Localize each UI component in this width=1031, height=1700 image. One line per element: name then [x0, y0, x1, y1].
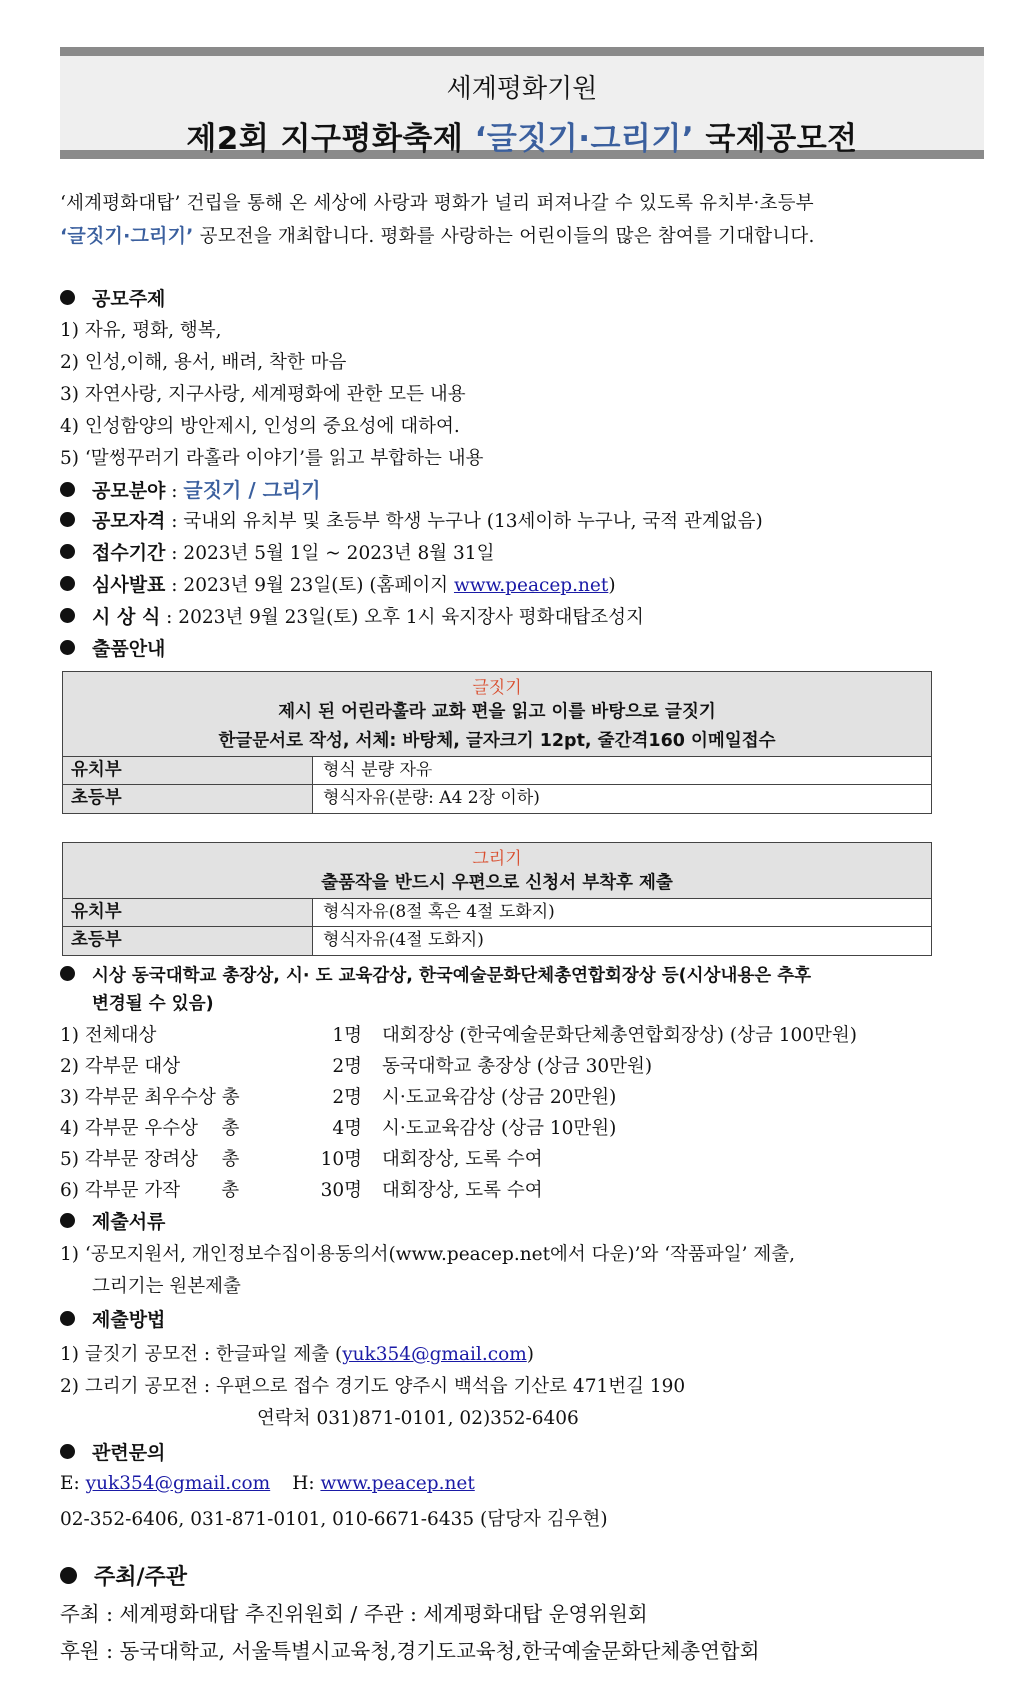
table-row: 초등부 형식자유(분량: A4 2장 이하): [63, 785, 931, 813]
theme-item: 2) 인성,이해, 용서, 배려, 착한 마음: [60, 352, 347, 373]
documents-line-1: 1) ‘공모지원서, 개인정보수집이용동의서(www.peacep.net에서 다운)’와 ‘작품파일’ 제출,: [60, 1244, 795, 1265]
bullet-icon: [60, 1567, 77, 1584]
email-link[interactable]: yuk354@gmail.com: [342, 1344, 527, 1365]
announce-row: 심사발표 : 2023년 9월 23일(토) (홈페이지 www.peacep.net): [60, 570, 616, 597]
awards-heading: 시상 동국대학교 총장상, 시· 도 교육감상, 한국예술문화단체총연합회장상 등(시상내용은 추후: [60, 962, 811, 987]
contact-heading: 관련문의: [60, 1438, 165, 1465]
award-item: 3) 각부문 최우수상 총 2명 시·도교육감상 (상금 20만원): [60, 1087, 617, 1108]
method-line-3: 연락처 031)871-0101, 02)352-6406: [257, 1408, 579, 1429]
title-banner: [60, 47, 984, 159]
field-value: 글짓기 / 그리기: [183, 478, 321, 502]
award-item: 4) 각부문 우수상 총 4명 시·도교육감상 (상금 10만원): [60, 1118, 617, 1139]
theme-heading: 공모주제: [60, 284, 165, 311]
bullet-icon: [60, 640, 75, 655]
intro-line-1: ‘세계평화대탑’ 건립을 통해 온 세상에 사랑과 평화가 널리 퍼져나갈 수 있도록 유치부·초등부: [60, 193, 814, 214]
theme-item: 5) ‘말썽꾸러기 라홀라 이야기’를 읽고 부합하는 내용: [60, 448, 484, 469]
writing-table-header: [63, 672, 931, 757]
field-row: 공모분야 : 글짓기 / 그리기: [60, 474, 321, 503]
bullet-icon: [60, 544, 75, 559]
host-heading: 주최/주관: [60, 1560, 187, 1591]
drawing-desc-1: 출품작을 반드시 우편으로 신청서 부착후 제출: [321, 873, 673, 893]
eligibility-row: 공모자격 : 국내외 유치부 및 초등부 학생 누구나 (13세이하 누구나, 국적 관계없음): [60, 506, 763, 533]
table-row: 유치부 형식 분량 자유: [63, 757, 931, 785]
intro-line-2-text: 공모전을 개최합니다. 평화를 사랑하는 어린이들의 많은 참여를 기대합니다.: [193, 226, 815, 247]
guide-heading: 출품안내: [60, 634, 165, 661]
bullet-icon: [60, 1213, 75, 1228]
host-line-1: 주최 : 세계평화대탑 추진위원회 / 주관 : 세계평화대탑 운영위원회: [60, 1602, 648, 1626]
awards-heading-cont: 변경될 수 있음): [92, 994, 214, 1014]
bullet-icon: [60, 482, 75, 497]
theme-item: 3) 자연사랑, 지구사랑, 세계평화에 관한 모든 내용: [60, 384, 466, 405]
award-item: 2) 각부문 대상 2명 동국대학교 총장상 (상금 30만원): [60, 1056, 653, 1077]
award-item: 5) 각부문 장려상 총 10명 대회장상, 도록 수여: [60, 1149, 543, 1170]
bullet-icon: [60, 576, 75, 591]
theme-item: 1) 자유, 평화, 행복,: [60, 320, 222, 341]
documents-heading: 제출서류: [60, 1207, 165, 1234]
drawing-table-header: [63, 843, 931, 899]
homepage-link[interactable]: www.peacep.net: [453, 575, 609, 596]
host-line-2: 후원 : 동국대학교, 서울특별시교육청,경기도교육청,한국예술문화단체총연합회: [60, 1639, 760, 1663]
method-line-1: 1) 글짓기 공모전 : 한글파일 제출 (yuk354@gmail.com): [60, 1344, 534, 1365]
writing-category: 글짓기: [472, 678, 522, 698]
drawing-table: [62, 842, 932, 956]
contact-homepage-link[interactable]: www.peacep.net: [320, 1473, 475, 1494]
table-row: 유치부 형식자유(8절 혹은 4절 도화지): [63, 899, 931, 927]
organization-name: 세계평화기원: [446, 74, 598, 104]
title-prefix: 제2회 지구평화축제: [186, 121, 475, 157]
bullet-icon: [60, 1444, 75, 1459]
method-heading: 제출방법: [60, 1305, 165, 1332]
contact-email-link[interactable]: yuk354@gmail.com: [85, 1473, 271, 1494]
award-item: 6) 각부문 가작 총 30명 대회장상, 도록 수여: [60, 1180, 543, 1201]
intro-line-2: [60, 220, 984, 253]
ceremony-row: 시 상 식 : 2023년 9월 23일(토) 오후 1시 육지장사 평화대탑조성지: [60, 602, 644, 629]
period-row: 접수기간 : 2023년 5월 1일 ~ 2023년 8월 31일: [60, 538, 494, 565]
table-row: 초등부 형식자유(4절 도화지): [63, 927, 931, 955]
bullet-icon: [60, 608, 75, 623]
drawing-category: 그리기: [472, 849, 522, 869]
documents-line-2: 그리기는 원본제출: [92, 1276, 241, 1297]
contact-phones: 02-352-6406, 031-871-0101, 010-6671-6435 (담당자 김우현): [60, 1509, 608, 1530]
bullet-icon: [60, 1311, 75, 1326]
title-highlight: ‘글짓기·그리기’: [474, 121, 695, 157]
writing-desc-1: 제시 된 어린라훌라 교화 편을 읽고 이를 바탕으로 글짓기: [278, 702, 716, 722]
theme-item: 4) 인성함양의 방안제시, 인성의 중요성에 대하여.: [60, 416, 460, 437]
method-line-2: 2) 그리기 공모전 : 우편으로 접수 경기도 양주시 백석읍 기산로 471번길 190: [60, 1376, 686, 1397]
page-title: [60, 113, 984, 158]
bullet-icon: [60, 966, 75, 981]
bullet-icon: [60, 290, 75, 305]
intro-paragraph: [60, 188, 984, 253]
writing-desc-2: 한글문서로 작성, 서체: 바탕체, 글자크기 12pt, 줄간격160 이메일접수: [218, 731, 776, 751]
award-item: 1) 전체대상 1명 대회장상 (한국예술문화단체총연합회장상) (상금 100만원): [60, 1025, 857, 1046]
intro-highlight: ‘글짓기·그리기’: [60, 225, 194, 247]
bullet-icon: [60, 512, 75, 527]
contact-links: E: yuk354@gmail.com H: www.peacep.net: [60, 1473, 475, 1494]
title-suffix: 국제공모전: [694, 121, 858, 157]
writing-table: [62, 671, 932, 814]
